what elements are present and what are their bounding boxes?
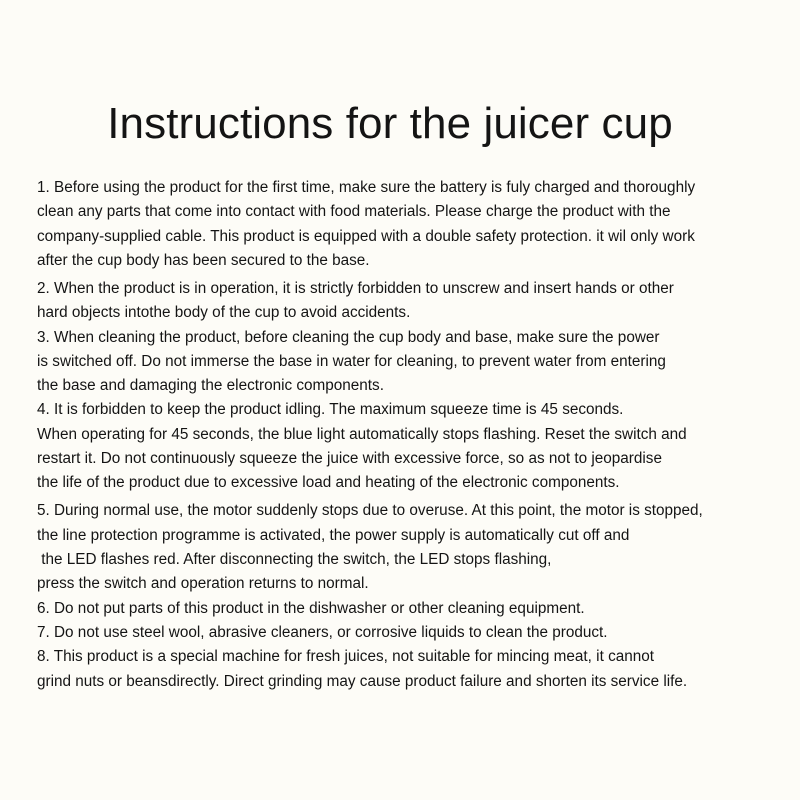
text-line: the LED flashes red. After disconnecting the switch, the LED stops flashing, (37, 551, 552, 569)
text-line: after the cup body has been secured to the base. (37, 251, 370, 269)
text-line: 3. When cleaning the product, before cleaning the cup body and base, make sure the power (37, 328, 660, 346)
text-line: 6. Do not put parts of this product in the dishwasher or other cleaning equipment. (37, 599, 585, 617)
instruction-body (37, 176, 777, 694)
text-line: 2. When the product is in operation, it is strictly forbidden to unscrew and insert hands or other (37, 279, 674, 297)
text-line: grind nuts or beansdirectly. Direct grinding may cause product failure and shorten its service life. (37, 672, 688, 690)
text-line: 8. This product is a special machine for fresh juices, not suitable for mincing meat, it cannot (37, 648, 654, 666)
page-title: Instructions for the juicer cup (107, 99, 673, 148)
text-line: clean any parts that come into contact with food materials. Please charge the product with the (37, 203, 671, 221)
text-line: the life of the product due to excessive load and heating of the electronic components. (37, 474, 620, 492)
text-line: the base and damaging the electronic components. (37, 377, 384, 395)
text-line: press the switch and operation returns to normal. (37, 575, 369, 593)
text-line: 7. Do not use steel wool, abrasive cleaners, or corrosive liquids to clean the product. (37, 623, 608, 641)
text-line: restart it. Do not continuously squeeze the juice with excessive force, so as not to jeopardise (37, 450, 662, 468)
text-line: company-supplied cable. This product is equipped with a double safety protection. it wil only work (37, 227, 695, 245)
text-line: is switched off. Do not immerse the base in water for cleaning, to prevent water from entering (37, 352, 666, 370)
text-line: 4. It is forbidden to keep the product idling. The maximum squeeze time is 45 seconds. (37, 401, 624, 419)
text-line: When operating for 45 seconds, the blue light automatically stops flashing. Reset the switch and (37, 425, 687, 443)
text-line: the line protection programme is activated, the power supply is automatically cut off and (37, 526, 630, 544)
text-line: 5. During normal use, the motor suddenly stops due to overuse. At this point, the motor is stopped, (37, 502, 703, 520)
text-line: hard objects intothe body of the cup to avoid accidents. (37, 304, 411, 322)
text-line: 1. Before using the product for the first time, make sure the battery is fuly charged and thoroughly (37, 179, 696, 196)
